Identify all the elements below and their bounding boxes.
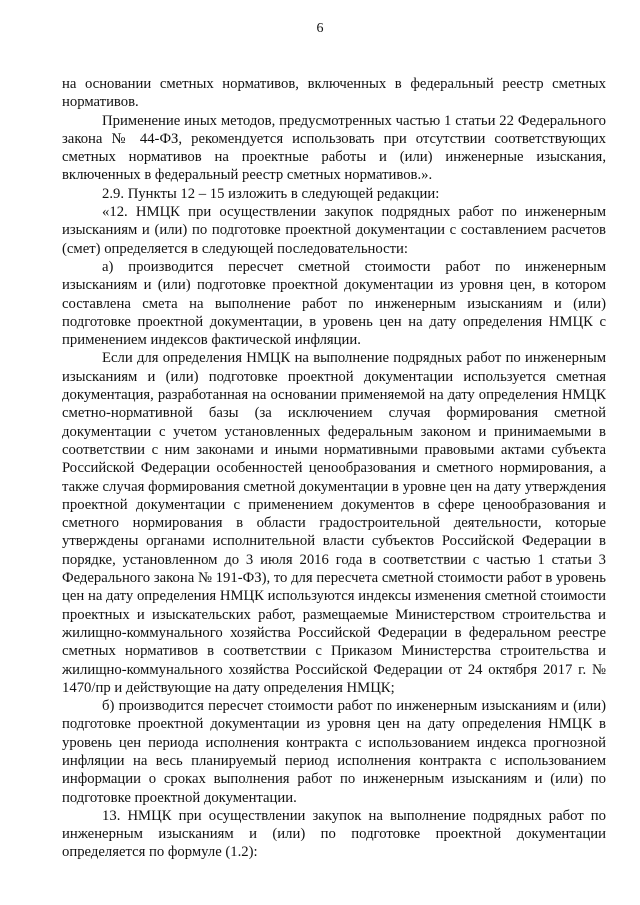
paragraph-8: 13. НМЦК при осуществлении закупок на выполнение подрядных работ по инженерным изысканиям и (или) по подготовке проектной документации определяется по формуле (1.2): bbox=[62, 807, 606, 861]
page-number: 6 bbox=[316, 21, 324, 36]
paragraph-4: «12. НМЦК при осуществлении закупок подрядных работ по инженерным изысканиям и (или) по подготовке проектной документации с составлением расчетов (смет) определяется в следующей последовательности: bbox=[62, 204, 606, 257]
paragraph-6: Если для определения НМЦК на выполнение подрядных работ по инженерным изысканиям и (или) подготовке проектной документации используется сметная документация, разработанная на основании применяемой на дату определения НМЦК сметно-нормативной базы (за исключением случая формирования сметной документации с учетом установленных федеральным законом и принимаемыми в соответствии с ним законами и иными нормативными правовыми актами субъекта Российской Федерации особенностей ценообразования и сметного нормирования, а также случая формирования сметной документации в уровне цен на дату утверждения проектной документации с применением документов в сфере ценообразования и сметного нормирования в области градостроительной деятельности, которые утверждены органами исполнительной власти субъектов Российской Федерации в порядке, установленном до 3 июля 2016 года в соответствии с частью 1 статьи 3 Федерального закона № 191-ФЗ), то для пересчета сметной стоимости работ в уровень цен на дату определения НМЦК используются индексы изменения сметной стоимости проектных и изыскательских работ, размещаемые Министерством строительства и жилищно-коммунального хозяйства Российской Федерации в федеральном реестре сметных нормативов в соответствии с Приказом Министерства строительства и жилищно-коммунального хозяйства Российской Федерации от 24 октября 2017 г. № 1470/пр и действующие на дату определения НМЦК; bbox=[62, 350, 606, 696]
paragraph-2: Применение иных методов, предусмотренных частью 1 статьи 22 Федерального закона № 44-ФЗ, рекомендуется использовать при отсутствии соответствующих сметных нормативов на проектные работы и (или) инженерные изыскания, включенных в федеральный реестр сметных нормативов.». bbox=[62, 112, 606, 184]
paragraph-1: на основании сметных нормативов, включенных в федеральный реестр сметных нормативов. bbox=[62, 76, 606, 111]
paragraph-3: 2.9. Пункты 12 – 15 изложить в следующей редакции: bbox=[102, 185, 440, 202]
paragraph-7: б) производится пересчет стоимости работ по инженерным изысканиям и (или) подготовке проектной документации из уровня цен на дату определения НМЦК в уровень цен периода исполнения контракта с использованием индекса прогнозной инфляции на весь планируемый период исполнения контракта с использованием информации о сроках выполнения работ по инженерным изысканиям и (или) по подготовке проектной документации. bbox=[62, 698, 606, 806]
document-body bbox=[62, 75, 606, 862]
paragraph-5: а) производится пересчет сметной стоимости работ по инженерным изысканиям и (или) подготовке проектной документации из уровня цен, в котором составлена смета на выполнение работ по инженерным изысканиям и (или) подготовке проектной документации, в уровень цен на дату определения НМЦК с применением индексов фактической инфляции. bbox=[62, 258, 606, 349]
